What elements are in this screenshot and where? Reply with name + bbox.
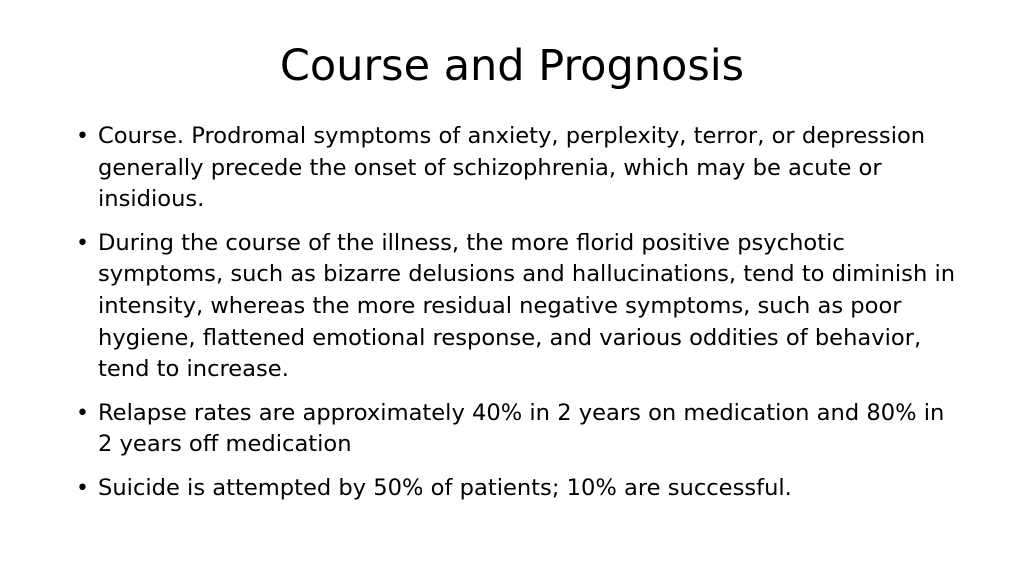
bullet-icon: • bbox=[76, 124, 89, 149]
bullet-text: Suicide is attempted by 50% of patients; 10% are successful. bbox=[98, 474, 792, 501]
bullet-item bbox=[76, 228, 956, 386]
bullet-icon: • bbox=[76, 230, 89, 256]
bullet-text: Course. Prodromal symptoms of anxiety, perplexity, terror, or depression generally precede the onset of schizophrenia, which may be acute or insidious. bbox=[98, 123, 926, 213]
bullet-text: Relapse rates are approximately 40% in 2 years on medication and 80% in 2 years off medication bbox=[98, 399, 945, 458]
bullet-item bbox=[76, 121, 956, 216]
bullet-icon: • bbox=[76, 475, 89, 501]
bullet-list bbox=[76, 121, 956, 517]
bullet-item bbox=[76, 398, 956, 461]
bullet-item bbox=[76, 473, 956, 505]
bullet-icon: • bbox=[76, 400, 89, 426]
slide-title: Course and Prognosis bbox=[279, 41, 745, 91]
bullet-text: During the course of the illness, the more florid positive psychotic symptoms, such as bizarre delusions and hallucinations, tend to diminish in intensity, whereas the more residual negative symptoms, such as poor hygiene, flattened emotional response, and various oddities of behavior, tend to increase. bbox=[98, 229, 956, 383]
